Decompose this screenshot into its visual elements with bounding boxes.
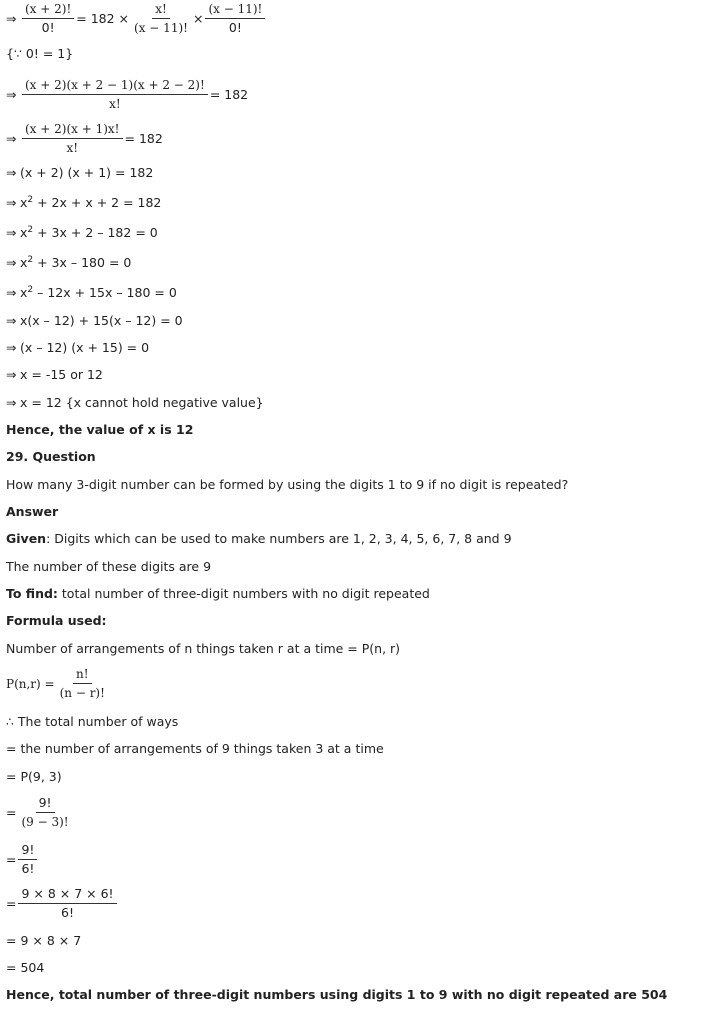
equation-line-6: ⇒ $x^2 + 2x + x + 2 = 182$ [6,194,162,210]
equation-line-12: ⇒ x = -15 or 12 [6,367,103,382]
fraction: $\frac{(x + 2)!}{0!}$ [22,2,74,35]
step-line: = 9 × 8 × 7 [6,933,82,948]
implies-arrow: ⇒ [6,10,17,26]
fraction: $\frac{x!}{(x - 11)!}$ [134,2,188,35]
question-text: How many 3-digit number can be formed by using the digits 1 to 9 if no digit is repeated? [6,477,569,492]
given-line: Given: Digits which can be used to make numbers are 1, 2, 3, 4, 5, 6, 7, 8 and 9 [6,531,512,546]
result-line: = 504 [6,960,45,975]
final-conclusion: Hence, total number of three-digit numbers using digits 1 to 9 with no digit repeated are 504 [6,987,668,1002]
step-fraction-1: = $\frac{9!}{(9 - 3)!}$ [6,796,74,829]
step-fraction-2: = $\frac{9!}{6!}$ [6,843,39,876]
step-fraction-3: = $\frac{9 \times 8 \times 7 \times 6!}{6!}$ [6,887,119,920]
equation-line-7: ⇒ $x^2 + 3x + 2 - 182 = 0$ [6,224,158,240]
equation-line-10: ⇒ x(x – 12) + 15(x – 12) = 0 [6,313,183,328]
equation-line-4: ⇒ $\frac{(x + 2)(x + 1)x!}{x!}$ = 182 [6,122,163,155]
fraction: $\frac{(x - 11)!}{0!}$ [205,2,265,35]
fraction: $\frac{9!}{(9 - 3)!}$ [21,795,69,829]
fraction: $\frac{n!}{(n - r)!}$ [59,667,105,700]
answer-heading: Answer [6,504,59,519]
therefore-line: ∴ The total number of ways [6,714,179,729]
fraction: $\frac{(x + 2)(x + 2 - 1)(x + 2 - 2)!}{x!}$ [22,78,208,111]
to-find-line: To find: total number of three-digit numbers with no digit repeated [6,586,430,601]
note-line: {∵ 0! = 1} [6,46,74,61]
fraction: $\frac{9 \times 8 \times 7 \times 6!}{6!}$ [18,887,116,920]
question-title: 29. Question [6,449,96,464]
equation-line-13: ⇒ x = 12 {x cannot hold negative value} [6,395,264,410]
conclusion-1: Hence, the value of x is 12 [6,422,194,437]
equation-line-1: ⇒ $\frac{(x + 2)!}{0!}$ = 182 × $\frac{x!}{(x - 11)!}$ × $\frac{(x - 11)!}{0!}$ [6,2,267,35]
equation-line-11: ⇒ (x – 12) (x + 15) = 0 [6,340,150,355]
permutation-formula: P(n,r) = $\frac{n!}{(n - r)!}$ [6,667,110,700]
equation-line-9: ⇒ $x^2 - 12x + 15x - 180 = 0$ [6,284,177,300]
count-line: The number of these digits are 9 [6,559,212,574]
formula-heading: Formula used: [6,613,107,628]
step-line: = the number of arrangements of 9 things taken 3 at a time [6,741,384,756]
fraction: $\frac{(x + 2)(x + 1)x!}{x!}$ [22,122,123,155]
step-line: = P(9, 3) [6,769,62,784]
equation-line-8: ⇒ $x^2 + 3x - 180 = 0$ [6,254,132,270]
fraction: $\frac{9!}{6!}$ [18,843,37,876]
equation-line-5: ⇒ (x + 2) (x + 1) = 182 [6,165,154,180]
equation-line-3: ⇒ $\frac{(x + 2)(x + 2 - 1)(x + 2 - 2)!}{x!}$ = 182 [6,78,249,111]
formula-text: Number of arrangements of n things taken r at a time = P(n, r) [6,641,401,656]
